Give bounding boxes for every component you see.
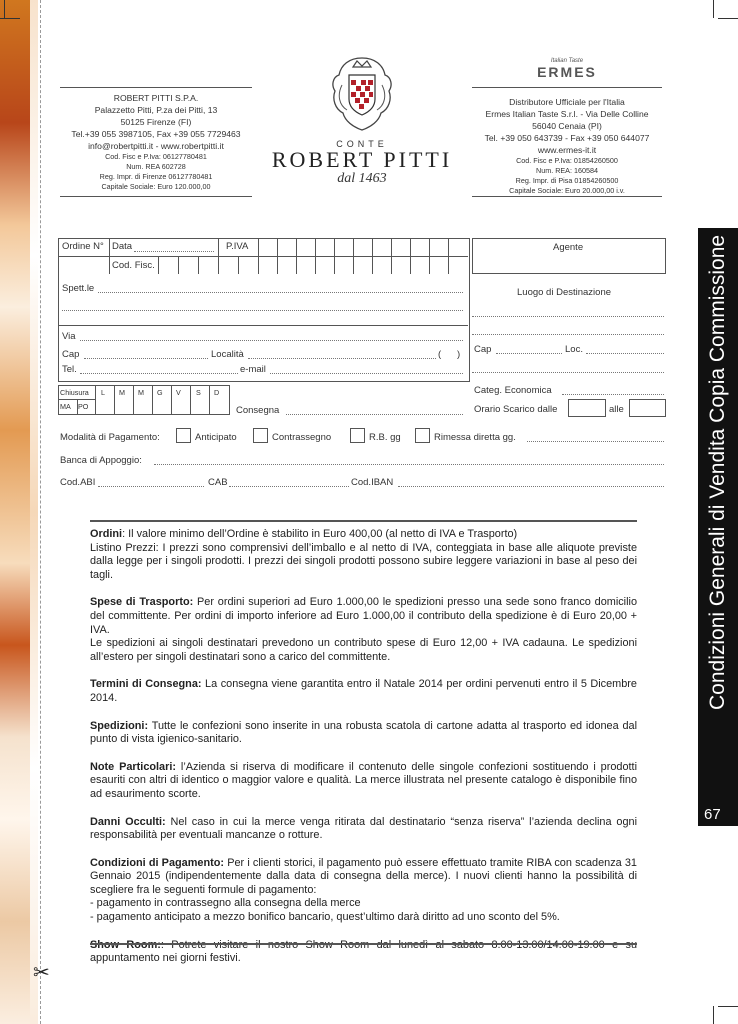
- ermes-brand: ERMES: [537, 64, 597, 80]
- recipient-label: Spett.le: [62, 283, 95, 294]
- vat-label: P.IVA: [226, 241, 249, 252]
- distributor-capital: Capitale Sociale: Euro 20.000,00 i.v.: [509, 186, 625, 195]
- company-fiscal-code: Cod. Fisc e P.Iva: 06127780481: [105, 152, 207, 161]
- terms-delivery-text: La consegna viene garantita entro il Natale 2014 per ordini pervenuti entro il 5 Dicembre 2014.: [90, 678, 637, 704]
- payment-direct-checkbox[interactable]: [415, 428, 430, 443]
- day-label-saturday: S: [196, 388, 201, 397]
- grid-col-line: [178, 256, 179, 274]
- payment-direct-label: Rimessa diretta gg.: [434, 432, 516, 443]
- email-label: e-mail: [240, 364, 266, 375]
- terms-notes-title: Note Particolari:: [90, 760, 177, 773]
- grid-col-line: [109, 238, 110, 274]
- distributor-rea: Num. REA: 160584: [536, 166, 598, 175]
- phone-label: Tel.: [62, 364, 77, 375]
- grid-col-line: [391, 238, 392, 274]
- terms-top-divider: [90, 520, 637, 522]
- grid-col-line: [296, 238, 297, 274]
- grid-col-line: [209, 386, 210, 414]
- terms-packaging-title: Spedizioni:: [90, 719, 149, 732]
- grid-col-line: [218, 256, 219, 274]
- terms-packaging-text: Tutte le confezioni sono inserite in una robusta scatola di cartone adatta al trasporto ed idonea dal punto di vista igienico-sanitario.: [90, 719, 637, 746]
- decorative-left-strip-overlay: [30, 0, 38, 1024]
- distributor-fiscal-code: Cod. Fisc e P.Iva: 01854260500: [516, 156, 618, 165]
- ermes-tagline: Italian Taste: [550, 58, 584, 64]
- cab-label: CAB: [208, 477, 228, 488]
- company-rea: Num. REA 602728: [126, 162, 186, 171]
- grid-col-line: [238, 256, 239, 274]
- distributor-line: Distributore Ufficiale per l'Italia: [509, 97, 625, 107]
- crop-mark: [0, 18, 20, 19]
- grid-col-line: [114, 386, 115, 414]
- order-number-label: Ordine N°: [62, 241, 104, 252]
- cab-field[interactable]: [229, 486, 349, 487]
- left-header-block: [55, 92, 257, 192]
- distributor-phone: Tel. +39 050 643739 - Fax +39 050 644077: [484, 133, 650, 143]
- terms-showroom-text: appuntamento nei giorni festivi.: [90, 952, 241, 965]
- destination-field[interactable]: [472, 316, 664, 317]
- terms-payment-title: Condizioni di Pagamento:: [90, 856, 225, 869]
- day-label-friday: V: [176, 388, 181, 397]
- terms-delivery-title: Termini di Consegna:: [90, 678, 202, 691]
- grid-col-line: [190, 386, 191, 414]
- day-label-sunday: D: [214, 388, 220, 397]
- city-field[interactable]: [248, 358, 436, 359]
- abi-label: Cod.ABI: [60, 477, 96, 488]
- payment-cod-checkbox[interactable]: [253, 428, 268, 443]
- terms-shipping-title: Spese di Trasporto:: [90, 596, 194, 609]
- company-name: ROBERT PITTI S.P.A.: [113, 93, 199, 103]
- payment-rb-label: R.B. gg: [369, 432, 401, 443]
- grid-col-line: [448, 238, 449, 274]
- fiscal-code-label: Cod. Fisc.: [112, 260, 155, 271]
- distributor-city: 56040 Cenaia (PI): [532, 121, 602, 131]
- terms-payment: [90, 857, 637, 898]
- company-registry: Reg. Impr. di Firenze 06127780481: [99, 172, 213, 181]
- crop-mark: [4, 0, 5, 18]
- day-label-tuesday: M: [119, 388, 125, 397]
- grid-col-line: [410, 238, 411, 274]
- company-phone: Tel.+39 055 3987105, Fax +39 055 7729463: [71, 129, 241, 139]
- header-rule-right-top: [472, 87, 662, 88]
- unloading-to-input[interactable]: [629, 399, 666, 417]
- dest-zip-field[interactable]: [496, 353, 562, 354]
- dest-zip-label: Cap: [474, 344, 492, 355]
- header-rule-right-bottom: [472, 196, 662, 197]
- destination-field-2[interactable]: [472, 334, 664, 335]
- grid-col-line: [315, 238, 316, 274]
- payment-direct-days-field[interactable]: [527, 441, 664, 442]
- scissors-icon: ✂: [33, 962, 50, 984]
- company-city: 50125 Firenze (FI): [120, 117, 192, 127]
- terms-payment-option-a: - pagamento in contrassegno alla consegna della merce: [90, 897, 361, 910]
- terms-shipping: [90, 596, 637, 637]
- grid-col-line: [372, 238, 373, 274]
- payment-advance-checkbox[interactable]: [176, 428, 191, 443]
- street-label: Via: [62, 331, 76, 342]
- page-number: 67: [704, 806, 721, 823]
- abi-field[interactable]: [98, 486, 204, 487]
- date-label: Data: [112, 241, 133, 252]
- agent-label: Agente: [553, 242, 584, 253]
- recipient-field[interactable]: [98, 292, 463, 293]
- grid-col-line: [277, 238, 278, 274]
- logo-brand-text: ROBERT PITTI: [271, 147, 453, 172]
- section-line: [58, 325, 468, 326]
- terms-orders-text: : Il valore minimo dell’Ordine è stabilito in Euro 400,00 (al netto di IVA e Trasporto): [122, 528, 518, 540]
- delivery-label: Consegna: [236, 405, 280, 416]
- crop-mark: [718, 18, 738, 19]
- unloading-time-label: Orario Scarico dalle: [474, 404, 558, 415]
- day-label-monday: L: [101, 388, 105, 397]
- ermes-logo: [522, 58, 612, 80]
- grid-col-line: [218, 238, 219, 256]
- terms-damages: [90, 816, 637, 843]
- email-field[interactable]: [270, 373, 463, 374]
- zip-label: Cap: [62, 349, 80, 360]
- terms-delivery: [90, 678, 637, 705]
- payment-advance-label: Anticipato: [195, 432, 237, 443]
- terms-payment-text: Per i clienti storici, il pagamento può essere effettuato tramite RIBA con scadenza 31 Gennaio 2015 (indipendentemente dalla data di consegna della merce). I nuovi clienti hanno la possibilità di scegliere fra le seguenti formule di pagamento:: [90, 856, 637, 896]
- province-close-paren: ): [457, 349, 461, 360]
- logo-since-text: dal 1463: [337, 171, 387, 186]
- closing-label: Chiusura: [60, 388, 89, 397]
- bank-field[interactable]: [154, 464, 664, 465]
- grid-col-line: [353, 238, 354, 274]
- logo-conte-text: CONTE: [336, 139, 388, 149]
- company-address: Palazzetto Pitti, P.za dei Pitti, 13: [94, 105, 218, 115]
- section-title-vertical: Condizioni Generali di Vendita Copia Commissione: [706, 234, 729, 710]
- terms-price-list: Listino Prezzi: I prezzi sono comprensivi dell’imballo e al netto di IVA, conteggiata in base alle aliquote previste dalla legge per i singoli prodotti. I prezzi dei singoli prodotti possono subire leggere variazioni in base al peso dei tagli.: [90, 541, 637, 581]
- header-rule-left-top: [60, 87, 252, 88]
- recipient-field-2[interactable]: [62, 310, 463, 311]
- zip-field[interactable]: [84, 358, 208, 359]
- terms-orders-title: Ordini: [90, 528, 123, 540]
- unloading-to-label: alle: [609, 404, 624, 415]
- crop-mark: [713, 1006, 714, 1024]
- robert-pitti-logo: [262, 55, 462, 187]
- distributor-web: www.ermes-it.it: [537, 145, 597, 155]
- phone-field[interactable]: [80, 373, 238, 374]
- terms-damages-title: Danni Occulti:: [90, 815, 166, 828]
- payment-rb-checkbox[interactable]: [350, 428, 365, 443]
- terms-shipping-text-2: Le spedizioni ai singoli destinatari prevedono un contributo spese di Euro 12,00 + IVA cadauna. Le spedizioni all’estero per singoli destinatari sono a carico del committente.: [90, 637, 637, 663]
- bank-label: Banca di Appoggio:: [60, 455, 142, 466]
- street-field[interactable]: [80, 340, 463, 341]
- terms-bottom-divider: [90, 943, 637, 945]
- dest-city-field[interactable]: [586, 353, 664, 354]
- grid-col-line: [429, 238, 430, 274]
- distributor-name: Ermes Italian Taste S.r.l. - Via Delle Colline: [485, 109, 649, 119]
- terms-notes-text: l’Azienda si riserva di modificare il contenuto delle singole confezioni sostituendo i prodotti esauriti con altri di identico o maggior valore e qualità. La merce illustrata nel presente catalogo è disponibile fino ad esaurimento scorte.: [90, 760, 637, 800]
- grid-col-line: [158, 256, 159, 274]
- terms-shipping-text: Per ordini superiori ad Euro 1.000,00 le spedizioni presso una sede sono franco domicilio del committente. Per ordini di importo inferiore ad Euro 1.000,00 il contributo della spedizione è di Euro 20,00 + IVA.: [90, 596, 637, 636]
- terms-orders: [90, 528, 637, 542]
- economic-category-field[interactable]: [562, 394, 664, 395]
- grid-col-line: [95, 386, 96, 414]
- crop-mark: [718, 1006, 738, 1007]
- province-open-paren: (: [438, 349, 442, 360]
- grid-row-line: [58, 256, 468, 257]
- closing-morning-label: MA: [60, 402, 71, 411]
- terms-damages-text: Nel caso in cui la merce venga ritirata dal destinatario “senza riserva” l’azienda declina ogni responsabilità per eventuali mancanze o rotture.: [90, 815, 637, 842]
- terms-payment-option-b: - pagamento anticipato a mezzo bonifico bancario, quest’ultimo darà diritto ad uno sconto del 5%.: [90, 911, 560, 924]
- company-web: info@robertpitti.it - www.robertpitti.it: [88, 141, 224, 151]
- terms-notes: [90, 761, 637, 802]
- destination-label: Luogo di Destinazione: [517, 287, 612, 298]
- dest-extra-field[interactable]: [472, 372, 664, 373]
- decorative-left-strip: [0, 0, 30, 1024]
- unloading-from-input[interactable]: [568, 399, 606, 417]
- crop-mark: [713, 0, 714, 18]
- day-label-wednesday: M: [138, 388, 144, 397]
- terms-section: [90, 528, 637, 980]
- header-rule-left-bottom: [60, 196, 252, 197]
- delivery-field[interactable]: [286, 414, 463, 415]
- grid-col-line: [198, 256, 199, 274]
- iban-label: Cod.IBAN: [351, 477, 394, 488]
- crest-icon: [327, 55, 397, 133]
- grid-col-line: [171, 386, 172, 414]
- dest-city-label: Loc.: [565, 344, 583, 355]
- closing-afternoon-label: PO: [78, 402, 89, 411]
- distributor-registry: Reg. Impr. di Pisa 01854260500: [515, 176, 619, 185]
- grid-col-line: [133, 386, 134, 414]
- day-label-thursday: G: [157, 388, 163, 397]
- company-capital: Capitale Sociale: Euro 120.000,00: [101, 182, 211, 191]
- date-field[interactable]: [134, 251, 214, 252]
- section-sidebar: [698, 228, 738, 826]
- city-label: Località: [211, 349, 244, 360]
- cut-guide-line: [40, 0, 41, 1024]
- grid-col-line: [258, 238, 259, 274]
- terms-packaging: [90, 720, 637, 747]
- grid-col-line: [152, 386, 153, 414]
- economic-category-label: Categ. Economica: [474, 385, 552, 396]
- payment-cod-label: Contrassegno: [272, 432, 332, 443]
- payment-method-label: Modalità di Pagamento:: [60, 432, 160, 443]
- grid-col-line: [334, 238, 335, 274]
- iban-field[interactable]: [398, 486, 664, 487]
- right-header-block: [466, 96, 668, 196]
